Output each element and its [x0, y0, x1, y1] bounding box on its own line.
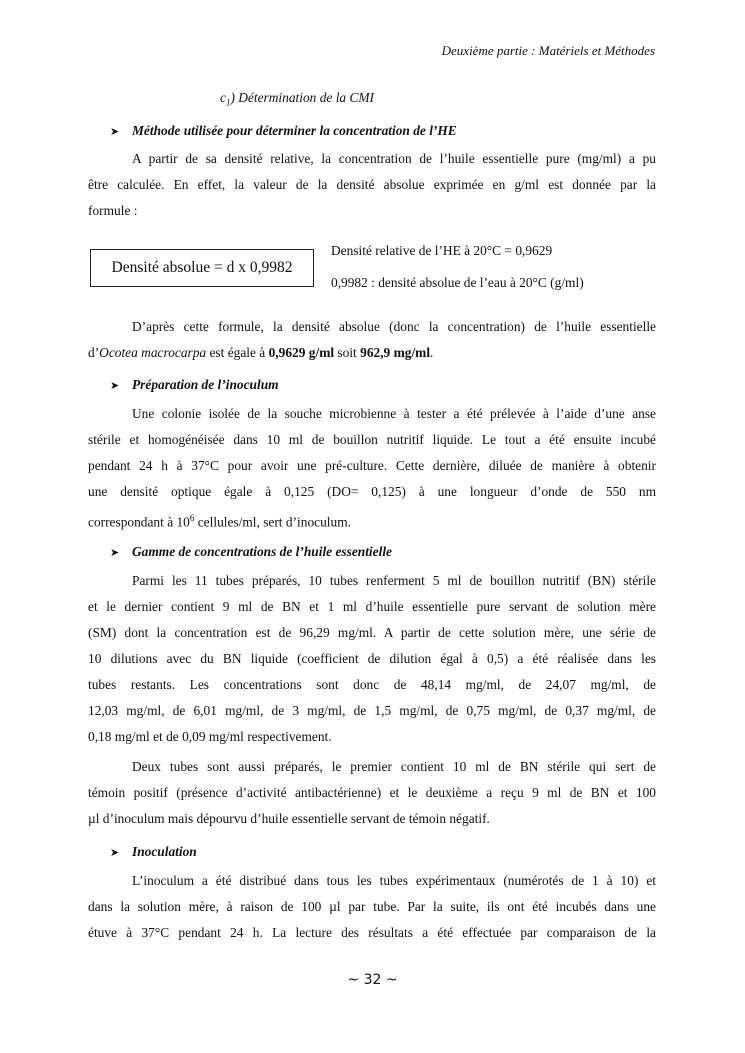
text-line: être calculée. En effet, la valeur de la densité absolue exprimée en g/ml est donnée par la: [88, 177, 656, 192]
paragraph-inoculation: [88, 868, 656, 946]
text-run: correspondant à 10: [88, 514, 190, 530]
species-name: Ocotea macrocarpa: [99, 345, 207, 360]
subsection-subscript: 1: [225, 97, 231, 108]
text-line: [88, 505, 656, 535]
subsection-title: [220, 90, 374, 108]
bullet-heading-range: [110, 544, 392, 560]
text-line: 0,18 mg/ml et de 0,09 mg/ml respectivement.: [88, 729, 332, 744]
text-line: A partir de sa densité relative, la concentration de l’huile essentielle pure (mg/ml) a pu: [132, 151, 656, 166]
subsection-prefix: c: [220, 90, 226, 105]
text-line: Parmi les 11 tubes préparés, 10 tubes renferment 5 ml de bouillon nutritif (BN) stérile: [132, 573, 656, 588]
paragraph-range: [88, 568, 656, 750]
arrow-bullet-icon: ➤: [110, 380, 120, 392]
text-line: tubes restants. Les concentrations sont donc de 48,14 mg/ml, de 24,07 mg/ml, de: [88, 677, 656, 692]
text-line: L’inoculum a été distribué dans tous les tubes expérimentaux (numérotés de 1 à 10) et: [132, 873, 656, 888]
formula-note-water-density: 0,9982 : densité absolue de l’eau à 20°C (g/ml): [331, 275, 584, 290]
text-run: d’: [88, 345, 100, 360]
paragraph-result: [88, 314, 656, 366]
paragraph-inoculum: [88, 401, 656, 535]
text-line: dans la solution mère, à raison de 100 µl par tube. Par la suite, ils ont été incubés dans une: [88, 899, 656, 914]
arrow-bullet-icon: ➤: [110, 126, 120, 138]
page-number: ~ 32 ~: [347, 972, 398, 988]
formula-box: Densité absolue = d x 0,9982: [90, 249, 314, 287]
bullet-heading-inoculum: [110, 377, 279, 393]
running-header: Deuxième partie : Matériels et Méthodes: [441, 43, 655, 58]
text-line: étuve à 37°C pendant 24 h. La lecture des résultats a été effectuée par comparaison de la: [88, 925, 656, 940]
text-run: cellules/ml, sert d’inoculum.: [194, 514, 351, 530]
bullet-heading-method: [110, 123, 457, 139]
text-line: formule :: [88, 203, 138, 218]
text-line: µl d’inoculum mais dépourvu d’huile essentielle servant de témoin négatif.: [88, 811, 490, 826]
text-line: Une colonie isolée de la souche microbienne à tester a été prélevée à l’aide d’une anse: [132, 406, 656, 421]
text-line: 12,03 mg/ml, de 6,01 mg/ml, de 3 mg/ml, de 1,5 mg/ml, de 0,75 mg/ml, de 0,37 mg/ml, de: [88, 703, 656, 718]
bullet-label: Préparation de l’inoculum: [132, 377, 279, 392]
text-run: est égale à: [206, 345, 269, 360]
paragraph-method: [88, 146, 656, 224]
subsection-title-text: ) Détermination de la CMI: [230, 90, 375, 105]
text-line: D’après cette formule, la densité absolue (donc la concentration) de l’huile essentielle: [132, 319, 656, 334]
exponent: 6: [189, 513, 195, 523]
bullet-label: Gamme de concentrations de l’huile essentielle: [132, 544, 392, 559]
paragraph-controls: [88, 754, 656, 832]
text-line: (SM) dont la concentration est de 96,29 mg/ml. A partir de cette solution mère, une série de: [88, 625, 656, 640]
formula-note-relative-density: Densité relative de l’HE à 20°C = 0,9629: [331, 243, 553, 258]
text-line: pendant 24 h à 37°C pour avoir une pré-culture. Cette dernière, diluée de manière à obtenir: [88, 458, 656, 473]
text-line: Deux tubes sont aussi préparés, le premier contient 10 ml de BN stérile qui sert de: [132, 759, 656, 774]
concentration-value: 962,9 mg/ml: [360, 345, 431, 360]
text-line: stérile et homogénéisée dans 10 ml de bouillon nutritif liquide. Le tout a été ensuite incubé: [88, 432, 656, 447]
text-line: [88, 340, 656, 366]
bullet-heading-inoculation: [110, 844, 197, 860]
text-line: témoin positif (présence d’activité antibactérienne) et le deuxième a reçu 9 ml de BN et 100: [88, 785, 656, 800]
bullet-label: Méthode utilisée pour déterminer la concentration de l’HE: [132, 123, 457, 138]
bullet-label: Inoculation: [132, 844, 197, 859]
text-run: soit: [334, 345, 361, 360]
density-value: 0,9629 g/ml: [268, 345, 335, 360]
text-run: .: [430, 345, 434, 360]
text-line: une densité optique égale à 0,125 (DO= 0,125) à une longueur d’onde de 550 nm: [88, 484, 656, 499]
text-line: 10 dilutions avec du BN liquide (coefficient de dilution égal à 0,5) a été réalisée dans les: [88, 651, 656, 666]
text-line: et le dernier contient 9 ml de BN et 1 ml d’huile essentielle pure servant de solution mère: [88, 599, 656, 614]
arrow-bullet-icon: ➤: [110, 847, 120, 859]
arrow-bullet-icon: ➤: [110, 547, 120, 559]
